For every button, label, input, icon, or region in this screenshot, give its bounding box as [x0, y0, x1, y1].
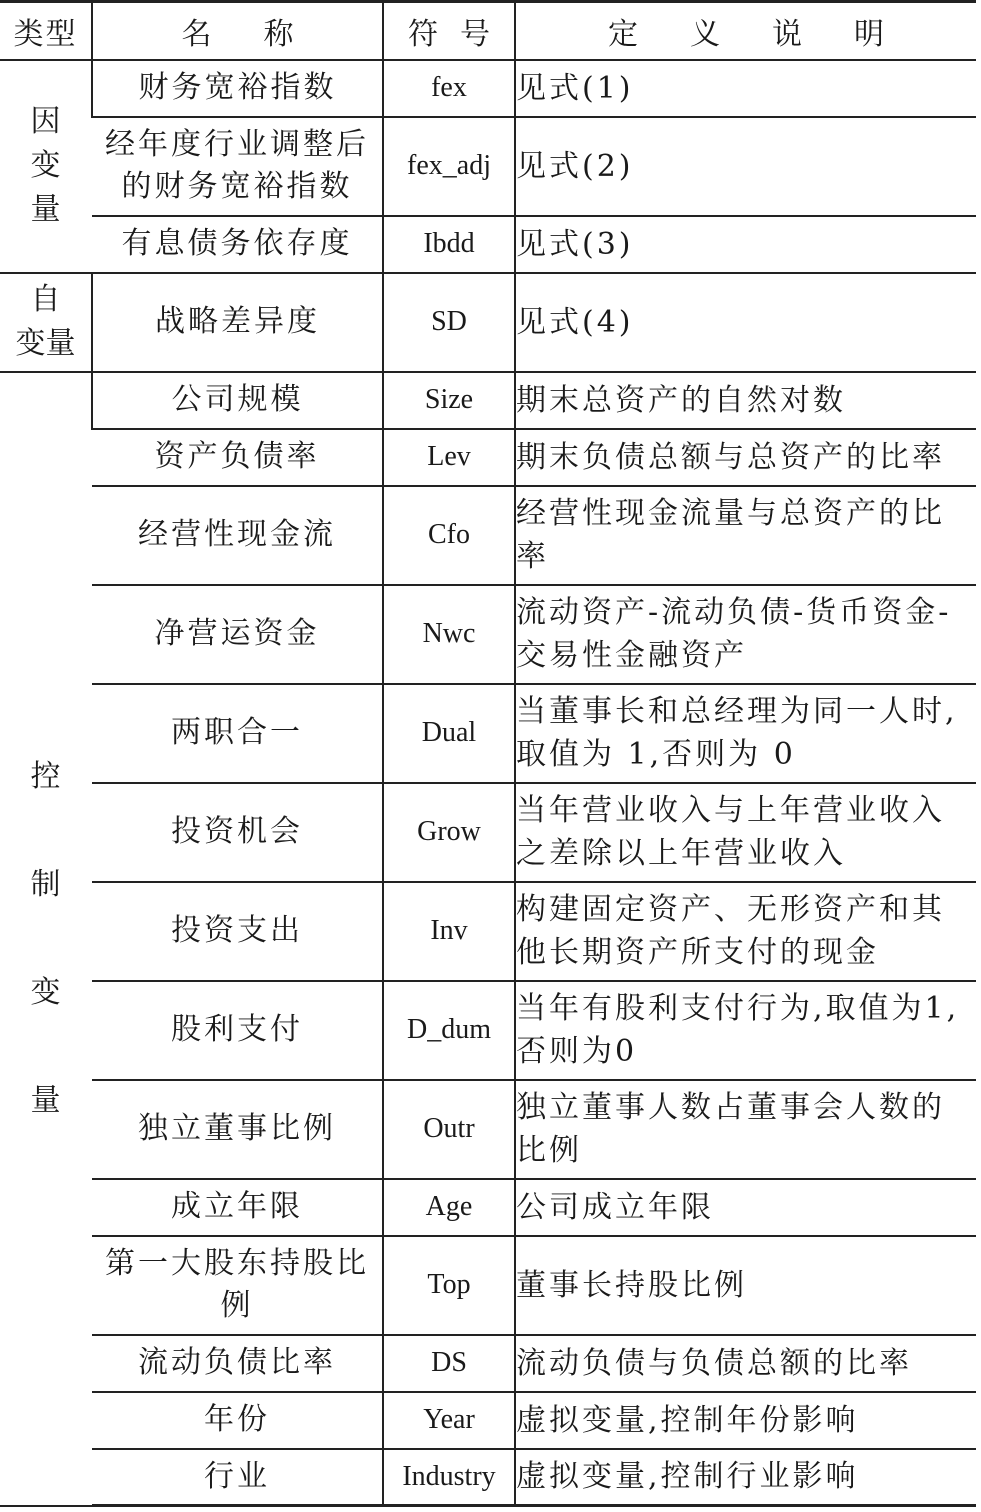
table-row — [0, 1392, 976, 1449]
variable-symbol: Top — [383, 1236, 515, 1335]
variable-symbol: Size — [383, 372, 515, 429]
table-row — [0, 684, 976, 783]
variable-definition: 董事长持股比例 — [515, 1236, 976, 1335]
variable-symbol: SD — [383, 273, 515, 372]
variable-symbol: Ibdd — [383, 216, 515, 273]
table-row — [0, 1236, 976, 1335]
table-row — [0, 60, 976, 117]
variable-name: 经营性现金流 — [92, 486, 383, 585]
table-row — [0, 1335, 976, 1392]
header-name: 名称 — [92, 2, 383, 60]
variable-definition: 虚拟变量,控制年份影响 — [515, 1392, 976, 1449]
variable-name: 行业 — [92, 1449, 383, 1506]
variable-name: 流动负债比率 — [92, 1335, 383, 1392]
variable-name: 经年度行业调整后的财务宽裕指数 — [92, 117, 383, 216]
variable-symbol: Dual — [383, 684, 515, 783]
header-definition: 定义说明 — [515, 2, 976, 60]
variable-definition: 构建固定资产、无形资产和其他长期资产所支付的现金 — [515, 882, 976, 981]
variable-name: 成立年限 — [92, 1179, 383, 1236]
variable-definition: 见式(1) — [515, 60, 976, 117]
variable-symbol: Year — [383, 1392, 515, 1449]
variable-definition: 见式(4) — [515, 273, 976, 372]
table-row — [0, 585, 976, 684]
variable-symbol: fex_adj — [383, 117, 515, 216]
variable-symbol: DS — [383, 1335, 515, 1392]
table-row — [0, 1179, 976, 1236]
header-symbol: 符号 — [383, 2, 515, 60]
variable-symbol: Lev — [383, 429, 515, 486]
group-control: 控 制 变 量 — [0, 372, 92, 1506]
table-row — [0, 429, 976, 486]
table-row — [0, 372, 976, 429]
table-row — [0, 117, 976, 216]
variable-name: 财务宽裕指数 — [92, 60, 383, 117]
variable-definition: 见式(3) — [515, 216, 976, 273]
variable-name: 股利支付 — [92, 981, 383, 1080]
variable-name: 两职合一 — [92, 684, 383, 783]
variable-name: 独立董事比例 — [92, 1080, 383, 1179]
table-row — [0, 882, 976, 981]
variable-name: 有息债务依存度 — [92, 216, 383, 273]
variable-definition: 见式(2) — [515, 117, 976, 216]
table-row — [0, 783, 976, 882]
variable-definition: 当年有股利支付行为,取值为1,否则为0 — [515, 981, 976, 1080]
table-row — [0, 273, 976, 372]
variable-definition: 流动资产-流动负债-货币资金-交易性金融资产 — [515, 585, 976, 684]
variable-symbol: Age — [383, 1179, 515, 1236]
variable-symbol: Outr — [383, 1080, 515, 1179]
group-dependent: 因变量 — [0, 60, 92, 273]
variable-symbol: Cfo — [383, 486, 515, 585]
table-row — [0, 1080, 976, 1179]
variable-symbol: fex — [383, 60, 515, 117]
variable-definition: 经营性现金流量与总资产的比率 — [515, 486, 976, 585]
variable-symbol: Grow — [383, 783, 515, 882]
variable-definition: 虚拟变量,控制行业影响 — [515, 1449, 976, 1506]
variable-name: 资产负债率 — [92, 429, 383, 486]
variable-definition: 流动负债与负债总额的比率 — [515, 1335, 976, 1392]
variable-definition: 公司成立年限 — [515, 1179, 976, 1236]
variable-symbol: Industry — [383, 1449, 515, 1506]
variable-symbol: D_dum — [383, 981, 515, 1080]
variable-definition: 独立董事人数占董事会人数的比例 — [515, 1080, 976, 1179]
variable-name: 投资机会 — [92, 783, 383, 882]
header-type: 类型 — [0, 2, 92, 60]
variable-name: 净营运资金 — [92, 585, 383, 684]
variable-symbol: Nwc — [383, 585, 515, 684]
group-independent: 自 变量 — [0, 273, 92, 372]
variable-name: 公司规模 — [92, 372, 383, 429]
variable-definition: 当年营业收入与上年营业收入之差除以上年营业收入 — [515, 783, 976, 882]
variable-definition: 当董事长和总经理为同一人时,取值为 1,否则为 0 — [515, 684, 976, 783]
variable-name: 投资支出 — [92, 882, 383, 981]
variable-name: 战略差异度 — [92, 273, 383, 372]
variable-name: 第一大股东持股比例 — [92, 1236, 383, 1335]
table-row — [0, 486, 976, 585]
variable-symbol: Inv — [383, 882, 515, 981]
variable-definition: 期末总资产的自然对数 — [515, 372, 976, 429]
header-row — [0, 2, 976, 60]
table-row — [0, 981, 976, 1080]
table-row — [0, 216, 976, 273]
table-row — [0, 1449, 976, 1506]
variable-name: 年份 — [92, 1392, 383, 1449]
variable-definition: 期末负债总额与总资产的比率 — [515, 429, 976, 486]
